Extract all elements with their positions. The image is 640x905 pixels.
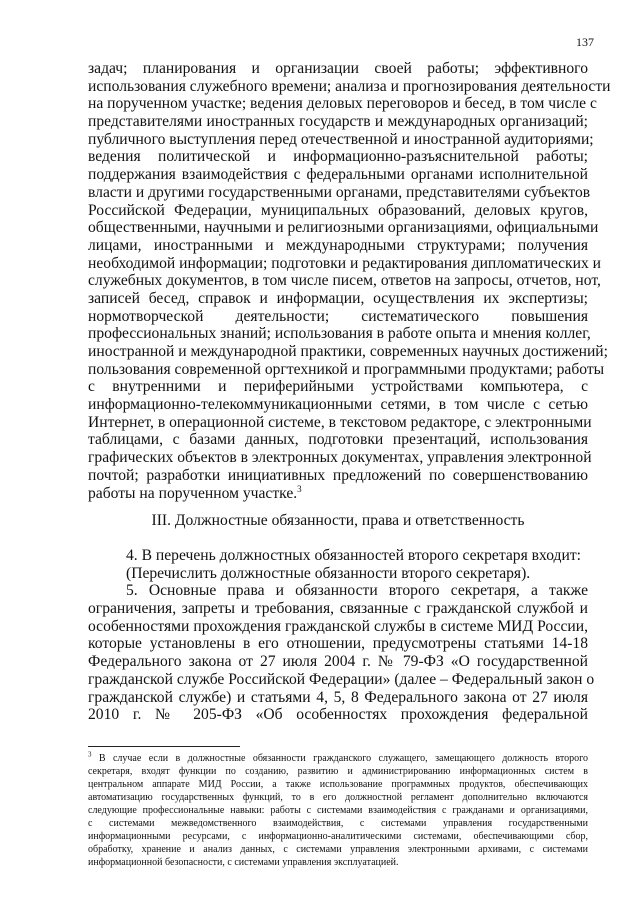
paragraph-duties [88,547,595,724]
text-line: гражданской службе) и статьями 4, 5, 8 Федерального закона от 27 июля [88,688,588,706]
footnote-mark: 3 [88,750,92,759]
text-line: публичного выступления перед отечественной и иностранной аудиториями; [88,130,594,148]
text-line: ограничения, запреты и требования, связанные с гражданской службой и [88,600,588,618]
text-line: использования служебного времени; анализа и прогнозирования деятельности [88,77,611,95]
footnote [88,752,588,869]
text-line: ведения политической и информационно-разъяснительной работы; [88,148,588,166]
footnote-line: секретаря, входят функции по созданию, развитию и администрированию информационных систем в [88,766,588,777]
text-line: особенностями прохождения гражданской службы в системе МИД России, [88,617,588,635]
text-line: гражданской службе Российской Федерации» (далее – Федеральный закон о [88,670,595,688]
text-line: необходимой информации; подготовки и редактирования дипломатических и [88,254,602,272]
footnote-line: автоматизацию государственных функций, то в его должностной регламент дополнительно включаются [88,792,588,803]
footnote-line [88,752,588,765]
footnote-divider [88,746,240,747]
text-line: общественными, научными и религиозными организациями, официальными [88,219,599,237]
text-line: на порученном участке; ведения деловых переговоров и бесед, в том числе с [88,95,597,113]
text-line: Федерального закона от 27 июля 2004 г. № 79-ФЗ «О государственной [88,653,588,671]
text-line: профессиональных знаний; использования в работе опыта и мнения коллег, [88,325,591,343]
text-line-last [88,485,588,503]
section-heading: III. Должностные обязанности, права и ответственность [151,512,525,529]
text-line: власти и другими государственными органами, представителями субъектов [88,183,591,201]
text-line: нормотворческой деятельности; систематического повышения [88,307,588,325]
paragraph-skills [88,60,611,502]
text-line: задач; планирования и организации своей работы; эффективного [88,60,588,77]
text-line: почтой; разработки инициативных предложений по совершенствованию [88,466,588,484]
text-line: 5. Основные права и обязанности второго секретаря, а также [126,582,588,600]
text-line: которые установлены в его отношении, предусмотрены статьями 14-18 [88,635,588,653]
text-line: 4. В перечень должностных обязанностей второго секретаря входит: [126,547,581,564]
footnote-line-last: информационной безопасности, с системами управления эксплуатацией. [88,857,399,868]
text-line: с внутренними и периферийными устройствами компьютера, с [88,378,588,396]
text-line: Российской Федерации, муниципальных образований, деловых кругов, [88,201,588,219]
text-line-content: работы на порученном участке. [88,484,298,502]
text-line: служебных документов, в том числе писем, ответов на запросы, отчетов, нот, [88,272,601,290]
text-line: лицами, иностранными и международными структурами; получения [88,236,588,254]
text-line: представителями иностранных государств и международных организаций; [88,113,588,131]
footnote-reference[interactable]: 3 [297,483,302,494]
section-heading-block [88,512,588,530]
text-line: иностранной и международной практики, современных научных достижений; [88,343,608,360]
footnote-line: обработку, хранение и анализ данных, с системами управления электронными архивами, с системами [88,844,588,855]
footnote-line: центральном аппарате МИД России, а также использование программных продуктов, обеспечивающих [88,779,588,790]
footnote-line-text: В случае если в должностные обязанности гражданского служащего, замещающего должность второго [91,753,588,764]
text-line: Интернет, в операционной системе, в текстовом редакторе, с электронными [88,413,592,431]
text-line: поддержания взаимодействия с федеральными органами исполнительной [88,166,588,184]
page-number: 137 [576,35,594,49]
footnote-line: информационными ресурсами, с информационно-аналитическими системами, обеспечивающими сбор, [88,831,588,842]
text-line: графических объектов в электронных документах, управления электронной [88,449,592,467]
text-line: 2010 г. № 205-ФЗ «Об особенностях прохождения федеральной [88,706,588,724]
text-line: информационно-телекоммуникационными сетями, в том числе с сетью [88,396,588,414]
footnote-line: с системами межведомственного взаимодействия, с системами управления государственными [88,818,588,829]
text-line: таблицами, с базами данных, подготовки презентаций, использования [88,431,588,449]
footnote-line: следующие профессиональные навыки: работы с системами взаимодействия с гражданами и организациями, [88,805,588,816]
text-line: пользования современной оргтехникой и программными продуктами; работы [88,360,605,378]
text-line: (Перечислить должностные обязанности второго секретаря). [126,564,531,582]
text-line: записей бесед, справок и информации, осуществления их экспертизы; [88,289,588,307]
